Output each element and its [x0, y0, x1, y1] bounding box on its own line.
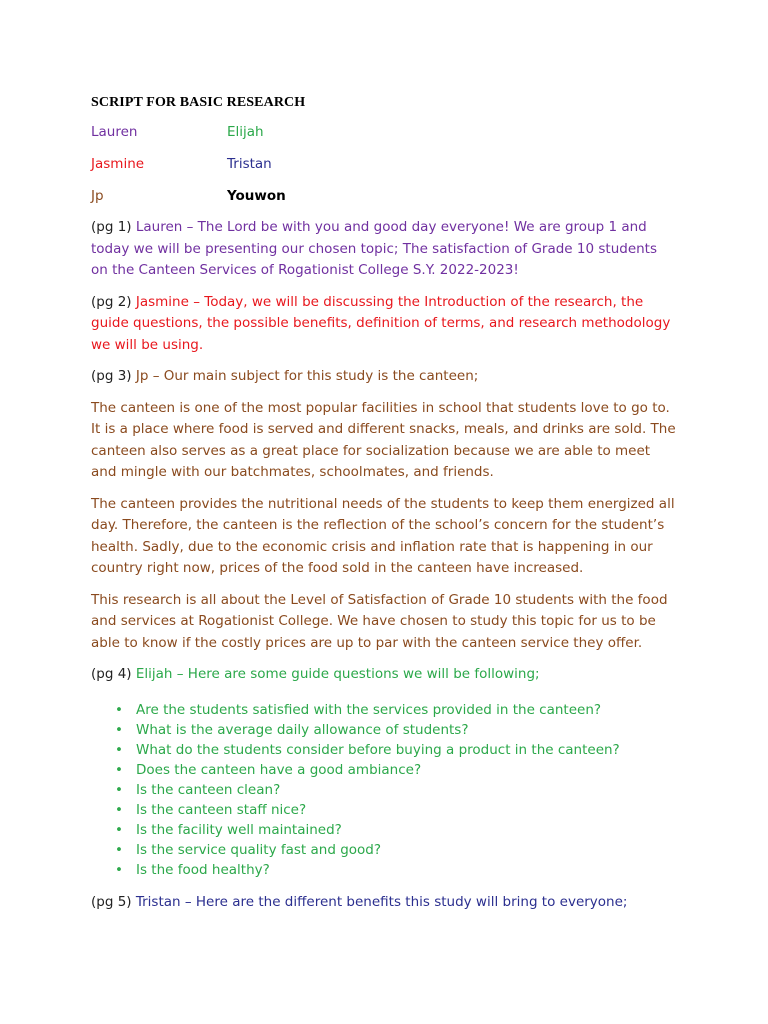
roster-row	[91, 122, 491, 154]
member-elijah: Elijah	[227, 124, 264, 140]
jp-line: Jp – Our main subject for this study is the canteen;	[135, 368, 479, 384]
member-lauren: Lauren	[91, 124, 138, 140]
jasmine-line: Jasmine – Today, we will be discussing the Introduction of the research, the guide questions, the possible benefits, definition of terms, and research methodology we will be using.	[91, 293, 671, 353]
list-item: • Does the canteen have a good ambiance?	[136, 760, 677, 780]
member-jp: Jp	[91, 188, 104, 204]
section-pg1	[91, 217, 677, 282]
section-pg3	[91, 366, 677, 388]
section-pg4	[91, 664, 677, 686]
canteen-paragraph: The canteen is one of the most popular facilities in school that students love to go to. It is a place where food is served and different snacks, meals, and drinks are sold. The canteen also serves as a great place for socialization because we are able to meet and mingle with our batchmates, schoolmates, and friends.	[91, 399, 676, 480]
elijah-line: Elijah – Here are some guide questions we will be following;	[135, 666, 540, 682]
section-pg2	[91, 292, 677, 357]
guide-questions-list	[91, 700, 677, 880]
page-marker: (pg 2)	[91, 293, 132, 310]
member-tristan: Tristan	[227, 156, 272, 172]
script-body	[91, 217, 677, 923]
lauren-line: Lauren – The Lord be with you and good day everyone! We are group 1 and today we will be presenting our chosen topic; The satisfaction of Grade 10 students on the Canteen Services of Rogationist College S.Y. 2022-2023!	[91, 219, 658, 278]
page-marker: (pg 1)	[91, 219, 132, 235]
canteen-paragraph: This research is all about the Level of Satisfaction of Grade 10 students with the food and services at Rogationist College. We have chosen to study this topic for us to be able to know if the costly prices are up to par with the canteen service they offer.	[91, 591, 668, 651]
roster-row	[91, 186, 491, 218]
document-title: SCRIPT FOR BASIC RESEARCH	[91, 95, 306, 110]
list-item: • What is the average daily allowance of students?	[136, 720, 677, 740]
member-jasmine: Jasmine	[91, 156, 145, 172]
tristan-line: Tristan – Here are the different benefits this study will bring to everyone;	[135, 893, 628, 910]
page-marker: (pg 4)	[91, 666, 132, 682]
page-marker: (pg 5)	[91, 893, 132, 910]
roster-row	[91, 154, 491, 186]
list-item: • Is the canteen staff nice?	[136, 800, 677, 820]
canteen-paragraph: The canteen provides the nutritional needs of the students to keep them energized all day. Therefore, the canteen is the reflection of the school’s concern for the student’s health. Sadly, due to the economic crisis and inflation rate that is happening in our country right now, prices of the food sold in the canteen have increased.	[91, 495, 675, 576]
member-youwon: Youwon	[227, 188, 286, 204]
section-pg5	[91, 892, 677, 914]
list-item: • Is the food healthy?	[136, 860, 677, 880]
list-item: • Is the service quality fast and good?	[136, 840, 677, 860]
list-item: • Is the canteen clean?	[136, 780, 677, 800]
list-item: • Is the facility well maintained?	[136, 820, 677, 840]
list-item: • What do the students consider before buying a product in the canteen?	[136, 740, 677, 760]
group-roster	[91, 122, 491, 218]
page-marker: (pg 3)	[91, 368, 132, 384]
list-item: • Are the students satisfied with the services provided in the canteen?	[136, 700, 677, 720]
